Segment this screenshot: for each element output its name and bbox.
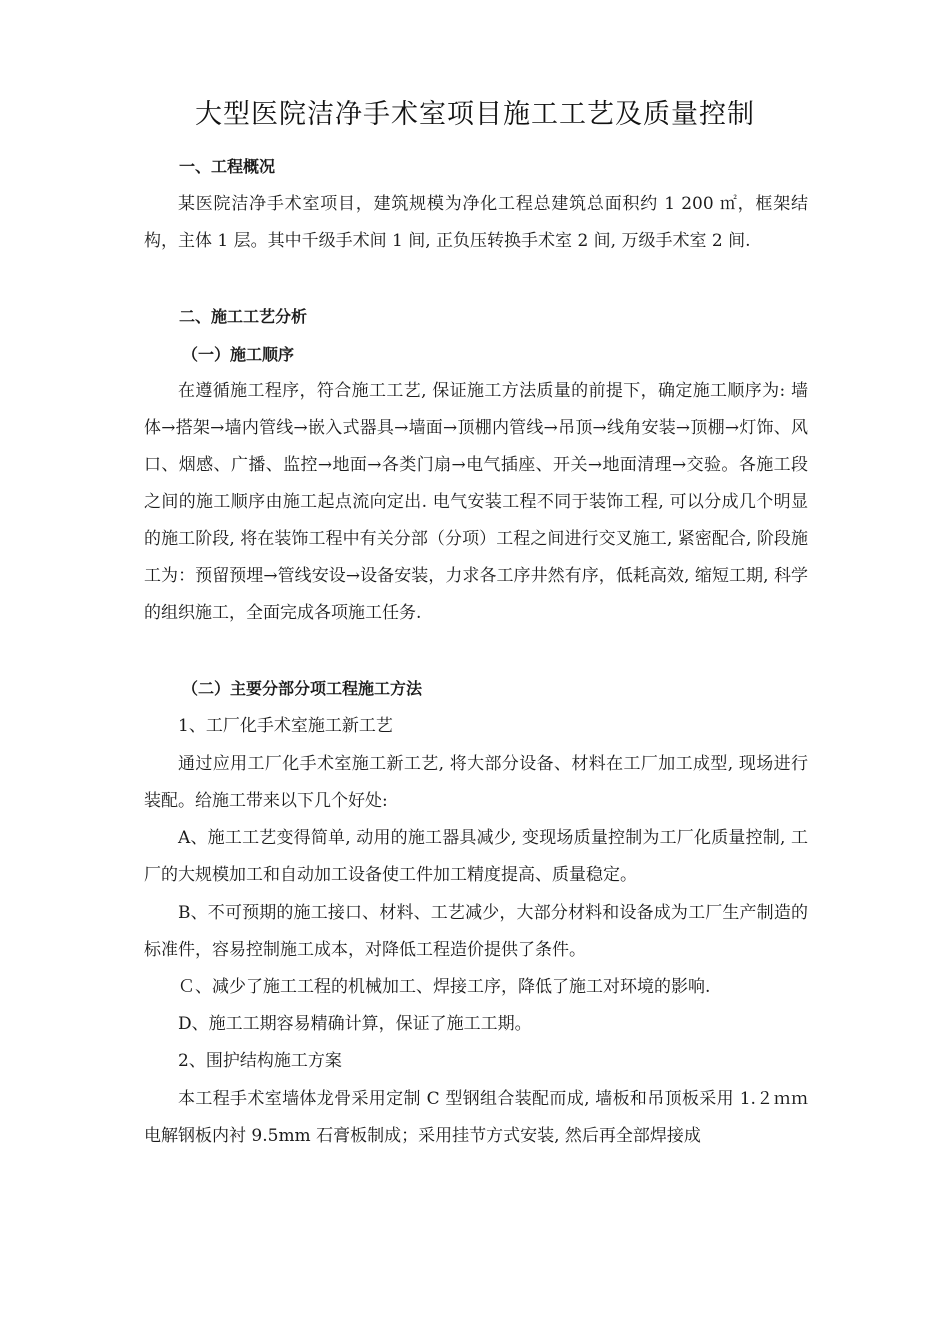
document-title: 大型医院洁净手术室项目施工工艺及质量控制 [195, 99, 755, 130]
subsection-heading-main-methods: （二）主要分部分项工程施工方法 [182, 679, 423, 698]
section-heading-overview: 一、工程概况 [179, 157, 276, 176]
factory-benefit-d: D、施工工期容易精确计算，保证了施工工期。 [178, 1014, 532, 1034]
construction-order-paragraph: 在遵循施工程序，符合施工工艺, 保证施工方法质量的前提下，确定施工顺序为: 墙体→搭架→墙内管线→嵌入式器具→墙面→顶棚内管线→吊顶→线角安装→顶棚→灯饰、风口、烟感、广播、监控→地面→各类门扇→电气插座、开关→地面清理→交验。各施工段之间的施工顺序由施工起点流向定出. 电气安装工程不同于装饰工程, 可以分成几个明显的施工阶段, 将在装饰工程中有关分部（分项）工程之间进行交叉施工, 紧密配合, 阶段施工为：预留预埋→管线安设→设备安装，力求各工序井然有序，低耗高效, 缩短工期, 科学的组织施工，全面完成各项施工任务. [144, 381, 808, 623]
item-heading-factory-process: 1、工厂化手术室施工新工艺 [178, 716, 393, 736]
factory-benefit-b: B、不可预期的施工接口、材料、工艺减少，大部分材料和设备成为工厂生产制造的标准件，容易控制施工成本，对降低工程造价提供了条件。 [144, 903, 808, 960]
item-heading-enclosure: 2、围护结构施工方案 [178, 1051, 342, 1071]
factory-benefit-c: Ｃ、减少了施工工程的机械加工、焊接工序，降低了施工对环境的影响. [178, 977, 711, 997]
subsection-heading-construction-order: （一）施工顺序 [182, 345, 295, 364]
section-heading-process-analysis: 二、施工工艺分析 [179, 307, 308, 326]
factory-benefit-a: A、施工工艺变得简单, 动用的施工器具减少, 变现场质量控制为工厂化质量控制, 工厂的大规模加工和自动加工设备使工件加工精度提高、质量稳定。 [144, 828, 808, 885]
enclosure-paragraph: 本工程手术室墙体龙骨采用定制 C 型钢组合装配而成, 墙板和吊顶板采用 1.２ｍｍ电解钢板内衬 9.5mm 石膏板制成；采用挂节方式安装, 然后再全部焊接成 [144, 1089, 808, 1146]
factory-process-paragraph: 通过应用工厂化手术室施工新工艺, 将大部分设备、材料在工厂加工成型, 现场进行装配。给施工带来以下几个好处: [144, 754, 808, 811]
overview-paragraph: 某医院洁净手术室项目，建筑规模为净化工程总建筑总面积约 1 200 ㎡，框架结构，主体 1 层。其中千级手术间 1 间, 正负压转换手术室 2 间, 万级手术室 2 间. [144, 194, 808, 251]
